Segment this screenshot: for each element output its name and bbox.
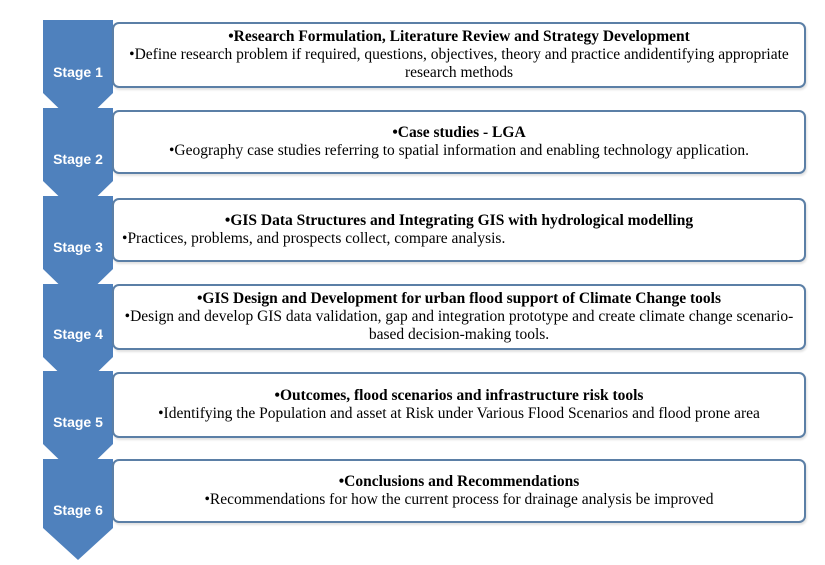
stage-5-label: Stage 5 — [53, 414, 103, 430]
stage-3-description: • Practices, problems, and prospects collect, compare analysis. — [122, 230, 505, 248]
stage-4-box — [112, 284, 806, 350]
stage-2-description: • Geography case studies referring to spatial information and enabling technology application. — [169, 142, 749, 160]
stage-4-description: • Design and develop GIS data validation, gap and integration prototype and create climate change scenario-based decision-making tools. — [122, 308, 796, 344]
stage-6-description: • Recommendations for how the current process for drainage analysis be improved — [204, 491, 713, 509]
stage-2-label: Stage 2 — [53, 151, 103, 167]
stage-5-description: • Identifying the Population and asset at Risk under Various Flood Scenarios and flood prone area — [158, 405, 760, 423]
stage-3-title: • GIS Data Structures and Integrating GIS with hydrological modelling — [225, 212, 693, 230]
stage-3-label: Stage 3 — [53, 239, 103, 255]
stage-1-description: • Define research problem if required, questions, objectives, theory and practice andidentifying appropriate research methods — [122, 46, 796, 82]
stage-1-box — [112, 22, 806, 88]
stage-4-label: Stage 4 — [53, 326, 103, 342]
stage-2-title: • Case studies - LGA — [392, 124, 525, 142]
stage-6-box — [112, 459, 806, 523]
stage-1-label: Stage 1 — [53, 64, 103, 80]
stage-3-box — [112, 198, 806, 262]
stage-4-title: • GIS Design and Development for urban flood support of Climate Change tools — [197, 290, 721, 308]
stage-5-title: • Outcomes, flood scenarios and infrastructure risk tools — [275, 387, 644, 405]
stage-2-box — [112, 110, 806, 174]
stage-1-title: • Research Formulation, Literature Review and Strategy Development — [228, 28, 690, 46]
stage-6-title: • Conclusions and Recommendations — [339, 473, 580, 491]
chevron-stage-6 — [43, 459, 113, 560]
stage-6-label: Stage 6 — [53, 502, 103, 518]
stage-5-box — [112, 372, 806, 438]
